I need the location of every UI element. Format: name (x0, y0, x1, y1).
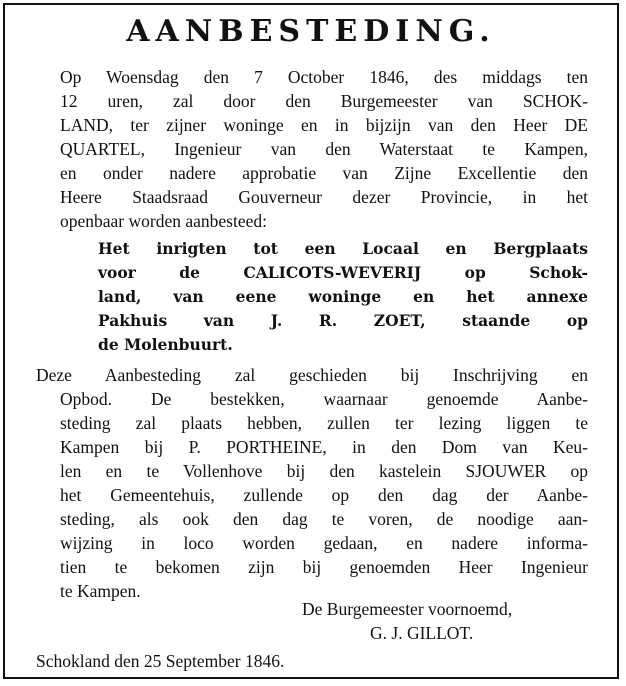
signature-role: De Burgemeester voornoemd, (302, 599, 513, 619)
intro-line: QUARTEL, Ingenieur van den Waterstaat te Kampen, (60, 139, 588, 159)
advertisement-title: AANBESTEDING. (126, 14, 496, 49)
conditions-line: te Kampen. (60, 581, 141, 601)
object-line: voor de CALICOTS-WEVERIJ op Schok- (98, 263, 588, 282)
conditions-line: steding zal plaats hebben, zullen ter lezing liggen te (60, 413, 588, 433)
conditions-line: Opbod. De bestekken, waarnaar genoemde Aanbe- (60, 389, 588, 409)
object-line: land, van eene woninge en het annexe (98, 287, 588, 306)
intro-line: Op Woensdag den 7 October 1846, des middags ten (60, 67, 588, 87)
conditions-line: tien te bekomen zijn bij genoemden Heer Ingenieur (60, 557, 588, 577)
conditions-line: steding, als ook den dag te voren, de noodige aan- (60, 509, 588, 529)
signature-name: G. J. GILLOT. (370, 623, 474, 643)
conditions-line: Kampen bij P. PORTHEINE, in den Dom van Keu- (60, 437, 588, 457)
intro-line: 12 uren, zal door den Burgemeester van SCHOK- (60, 91, 588, 111)
conditions-line: len en te Vollenhove bij den kastelein SJOUWER op (60, 461, 588, 481)
intro-line: en onder nadere approbatie van Zijne Excellentie den (60, 163, 588, 183)
object-line: Pakhuis van J. R. ZOET, staande op (98, 311, 588, 330)
intro-line: openbaar worden aanbesteed: (60, 211, 267, 231)
intro-line: LAND, ter zijner woninge en in bijzijn van den Heer DE (60, 115, 588, 135)
object-line: Het inrigten tot een Locaal en Bergplaats (98, 239, 588, 258)
conditions-line: wijzing in loco worden gedaan, en nadere informa- (60, 533, 588, 553)
intro-line: Heere Staadsraad Gouverneur dezer Provincie, in het (60, 187, 588, 207)
conditions-line: Deze Aanbesteding zal geschieden bij Inschrijving en (36, 365, 588, 385)
object-line: de Molenbuurt. (98, 335, 233, 354)
dateline: Schokland den 25 September 1846. (36, 651, 285, 671)
conditions-line: het Gemeentehuis, zullende op den dag der Aanbe- (60, 485, 588, 505)
